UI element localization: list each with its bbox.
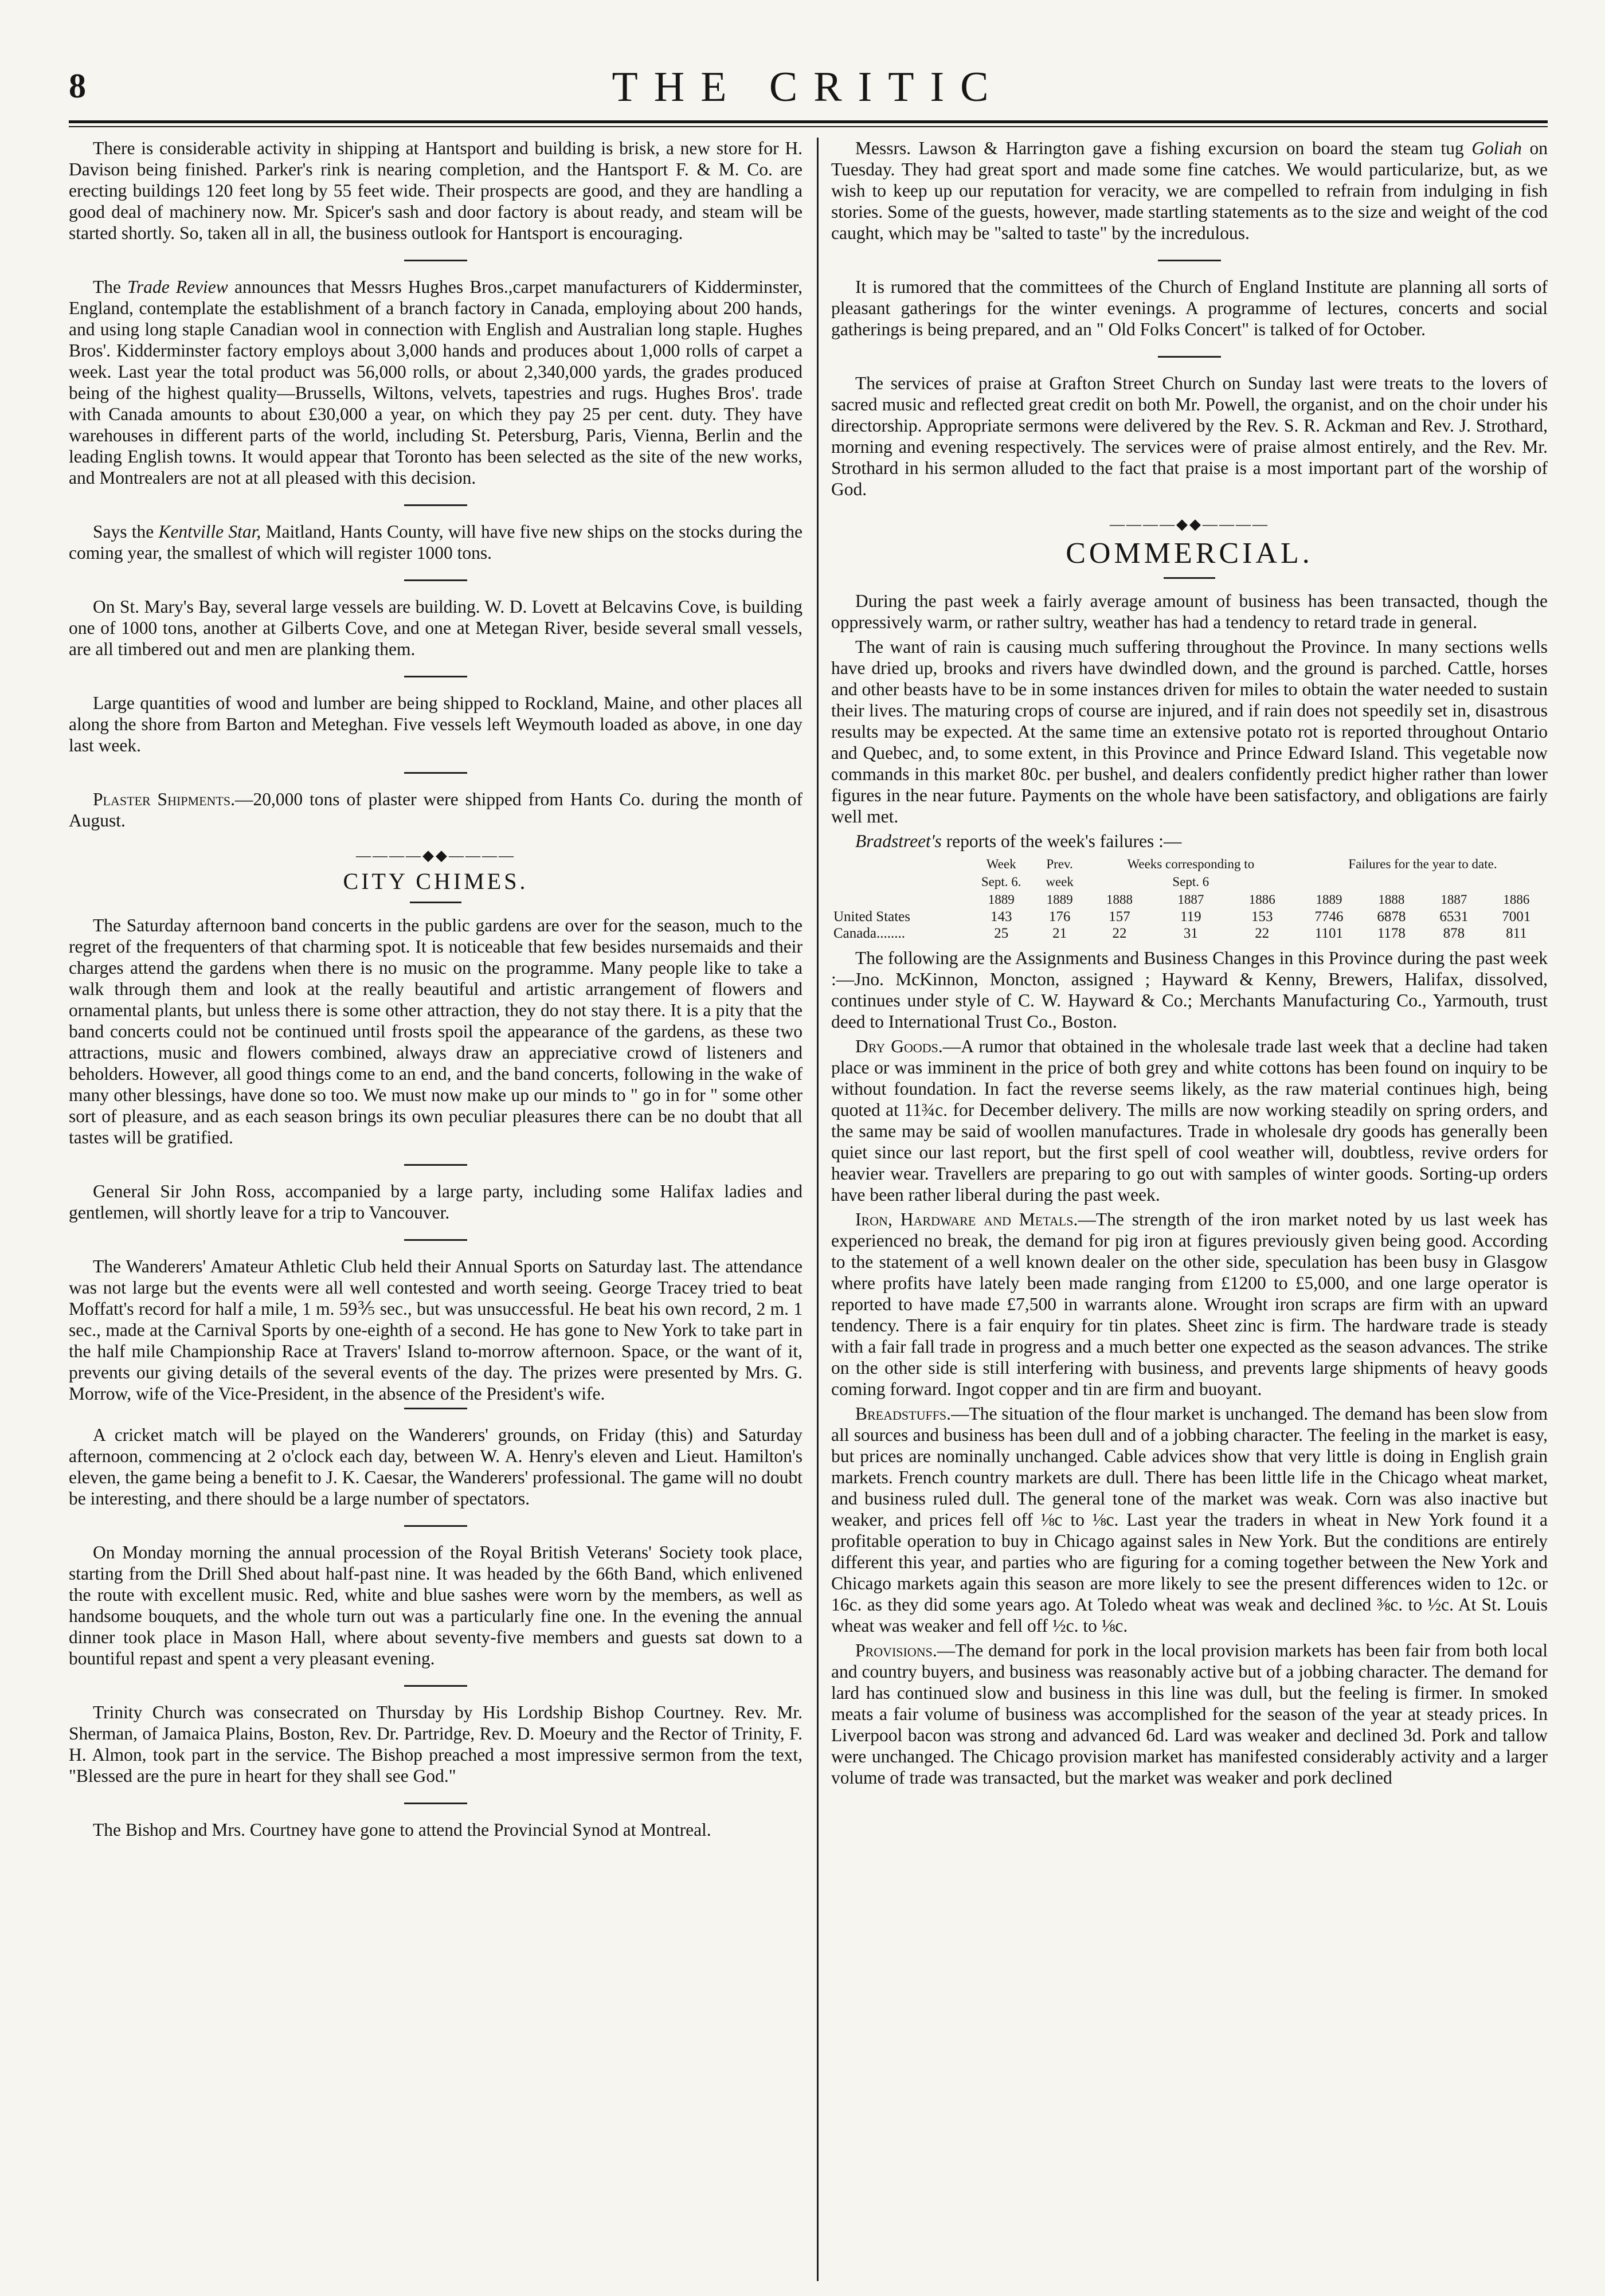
table-cell: 153 <box>1251 909 1273 924</box>
commercial-dry-goods <box>831 1036 1548 1205</box>
table-cell: 31 <box>1183 926 1198 941</box>
table-cell: 25 <box>994 926 1009 941</box>
ornament-rule: ————◆◆———— <box>356 847 515 864</box>
table-cell: 1178 <box>1377 926 1406 941</box>
run-in-heading: Provisions. <box>855 1640 937 1660</box>
table-cell: 811 <box>1506 926 1527 941</box>
table-cell: 157 <box>1109 909 1130 924</box>
separator-rule <box>404 1685 467 1687</box>
article-trinity-church: Trinity Church was consecrated on Thursday by His Lordship Bishop Courtney. Rev. Mr. Sherman, of Jamaica Plains, Boston, Rev. Dr. Partridge, Rev. D. Moeury and the Rector of Trinity, F. H. Almon, took part in the service. The Bishop preached a most impressive sermon from the text, "Blessed are the pure in heart for they shall see God." <box>69 1702 802 1786</box>
table-subheader-sept6-range: Sept. 6 <box>1172 875 1209 889</box>
table-year: 1889 <box>1046 892 1073 907</box>
article-bishop-synod: The Bishop and Mrs. Courtney have gone to attend the Provincial Synod at Montreal. <box>93 1820 711 1840</box>
page-number: 8 <box>69 67 86 105</box>
table-header-corresponding: Weeks corresponding to <box>1127 857 1255 871</box>
article-maitland <box>69 521 802 563</box>
separator-rule <box>404 1525 467 1527</box>
run-in-heading: Iron, Hardware and Metals. <box>855 1209 1078 1229</box>
table-cell: 22 <box>1255 926 1270 941</box>
table-subheader-sept6: Sept. 6. <box>981 875 1021 889</box>
column-divider <box>817 138 819 2281</box>
section-heading-commercial: COMMERCIAL. <box>1066 537 1313 570</box>
separator-rule <box>1158 356 1221 358</box>
text-run: Maitland, Hants County, will have five new ships on the stocks during the coming year, the smallest of which will register 1000 tons. <box>69 522 802 563</box>
ornament-rule: ————◆◆———— <box>1110 516 1269 532</box>
separator-rule <box>404 772 467 774</box>
publication-name: Bradstreet's <box>855 831 942 851</box>
separator-rule <box>404 676 467 677</box>
vessel-name: Goliah <box>1471 138 1522 158</box>
commercial-intro: During the past week a fairly average amount of business has been transacted, though the oppressively warm, or rather sultry, weather has had a tendency to retard trade in general. <box>831 591 1548 632</box>
table-row <box>831 925 1548 942</box>
commercial-assignments: The following are the Assignments and Business Changes in this Province during the past week :—Jno. McKinnon, Moncton, assigned ; Hayward & Kenny, Brewers, Halifax, dissolved, continues under style of C. W. Hayward & Co.; Merchants Manufacturing Co., Yarmouth, trust deed to International Trust Co., Boston. <box>831 948 1548 1032</box>
row-label: United States <box>833 909 911 924</box>
separator-rule <box>404 504 467 506</box>
page-header <box>69 63 1548 126</box>
failures-table <box>831 855 1548 942</box>
table-cell: 22 <box>1112 926 1127 941</box>
separator-rule <box>404 579 467 581</box>
table-header-blank <box>831 873 967 891</box>
table-year: 1888 <box>1378 892 1405 907</box>
masthead-title: THE CRITIC <box>612 64 1005 111</box>
table-years-row <box>831 891 1548 908</box>
right-column <box>831 138 1548 2281</box>
separator-rule <box>404 1164 467 1166</box>
table-cell: 878 <box>1443 926 1465 941</box>
text-run: Says the <box>93 522 159 542</box>
article-fishing-excursion <box>831 138 1548 244</box>
text-run: Messrs. Lawson & Harrington gave a fishing excursion on board the steam tug <box>855 138 1472 158</box>
table-year: 1888 <box>1106 892 1133 907</box>
run-in-heading: Dry Goods. <box>855 1036 943 1056</box>
header-rule-thin <box>69 126 1548 127</box>
separator-rule <box>404 1408 467 1409</box>
article-hantsport: There is considerable activity in shipping at Hantsport and building is brisk, a new store for H. Davison being finished. Parker's rink is nearing completion, and the Hantsport F. & M. Co. are erecting buildings 120 feet long by 55 feet wide. Their prospects are good, and they are handling a good deal of machinery now. Mr. Spicer's sash and door factory is about ready, and steam will be started shortly. So, taken all in all, the business outlook for Hantsport is encouraging. <box>69 138 802 243</box>
separator-rule <box>404 1239 467 1241</box>
table-year: 1886 <box>1248 892 1275 907</box>
article-st-marys-bay: On St. Mary's Bay, several large vessels are building. W. D. Lovett at Belcavins Cove, is building one of 1000 tons, another at Gilberts Cove, and one at Metegan River, beside several small vessels, are all timbered out and men are planking them. <box>69 597 802 659</box>
heading-underline <box>410 902 461 903</box>
table-header-blank <box>831 891 967 908</box>
table-cell: 143 <box>990 909 1012 924</box>
text-run: announces that Messrs Hughes Bros.,carpet manufacturers of Kidderminster, England, contemplate the establishment of a branch factory in Canada, employing about 200 hands, and using long staple Canadian wool in connection with English and Australian long staple. Hughes Bros'. Kidderminster factory employs about 3,000 hands and produces about 1,000 rolls of carpet a week. Last year the total product was 56,000 rolls, or about 2,340,000 yards, the grades produced being of the highest quality—Brussells, Wiltons, velvets, tapestries and rugs. Hughes Bros'. trade with Canada amounts to about £30,000 a year, on which they pay 25 per cent. duty. They have warehouses in different parts of the world, including St. Petersburg, Paris, Vienna, Berlin and the leading English towns. It would appear that Toronto has been selected as the site of the new works, and Montrealers are not at all pleased with this decision. <box>69 277 802 488</box>
table-header-row <box>831 855 1548 873</box>
table-header-prev: Prev. <box>1046 857 1073 871</box>
commercial-provisions <box>831 1640 1548 1788</box>
text-run: reports of the week's failures :— <box>941 831 1182 851</box>
commercial-iron-hardware <box>831 1209 1548 1400</box>
table-cell: 6878 <box>1377 909 1406 924</box>
commercial-breadstuffs <box>831 1403 1548 1636</box>
text-run: —The demand for pork in the local provision markets has been fair from both local and country buyers, and business was reasonably active but of a jobbing character. The demand for lard has continued slow and business in this line was dull, but the feeling is firmer. In smoked meats a fair volume of business was accomplished for the season of the year at steady prices. In Liverpool bacon was strong and advanced 6d. Lard was weaker and declined 3d. Pork and tallow were unchanged. The Chicago provision market has manifested considerably activity and a larger volume of trade was transacted, but the market was weaker and pork declined <box>831 1640 1548 1788</box>
table-year: 1887 <box>1440 892 1467 907</box>
separator-rule <box>1158 260 1221 261</box>
text-run: —20,000 tons of plaster were shipped from Hants Co. during the month of August. <box>69 789 802 830</box>
table-header-blank <box>831 855 967 873</box>
table-cell: 176 <box>1048 909 1071 924</box>
publication-name: Trade Review <box>127 277 228 297</box>
article-plaster <box>69 789 802 831</box>
table-subheader-row <box>831 873 1548 891</box>
separator-rule <box>404 260 467 261</box>
table-cell: 119 <box>1180 909 1201 924</box>
header-rule <box>69 120 1548 123</box>
article-grafton-street: The services of praise at Grafton Street Church on Sunday last were treats to the lovers of sacred music and reflected great credit on both Mr. Powell, the organist, and on the choir under his directorship. Appropriate sermons were delivered by the Rev. S. R. Ackman and Rev. J. Strothard, morning and evening respectively. The services were of praise almost entirely, and the Rev. Mr. Strothard in his sermon alluded to the fact that praise is a most important part of the worship of God. <box>831 373 1548 499</box>
article-hughes-bros <box>69 276 802 488</box>
article-sir-john-ross: General Sir John Ross, accompanied by a large party, including some Halifax ladies and gentlemen, will shortly leave for a trip to Vancouver. <box>69 1181 802 1223</box>
article-wanderers-sports: The Wanderers' Amateur Athletic Club held their Annual Sports on Saturday last. The attendance was not large but the events were all well contested and worth seeing. George Tracey tried to beat Moffatt's record for half a mile, 1 m. 59⅗ sec., but was unsuccessful. He beat his own record, 2 m. 1 sec., made at the Carnival Sports by one-eighth of a second. He has gone to New York to take part in the half mile Championship Race at Travers' Island to-morrow afternoon. Space, or the want of it, prevents our giving details of the several events of the day. The prizes were presented by Mrs. G. Morrow, wife of the Vice-President, in the absence of the President's wife. <box>69 1256 802 1404</box>
text-run: The <box>93 277 128 297</box>
table-cell: 21 <box>1052 926 1067 941</box>
article-veterans-procession: On Monday morning the annual procession of the Royal British Veterans' Society took place, starting from the Drill Shed about half-past nine. It was headed by the 66th Band, which enlivened the route with excellent music. Red, white and blue sashes were worn by the members, as well as handsome bouquets, and the whole turn out was a particularly fine one. In the evening the annual dinner took place in Mason Hall, where about seventy-five members and guests sat down to a bountiful repast and spent a very pleasant evening. <box>69 1542 802 1668</box>
article-band-concerts: The Saturday afternoon band concerts in the public gardens are over for the season, much to the regret of the frequenters of that charming spot. It is noticeable that few besides nursemaids and their charges attend the gardens when there is no music on the programme. Many people like to take a walk through them and look at the really beautiful and artistic arrangement of flowers and ornamental plants, but unless there is some other attraction, they do not stay there. It is a pity that the band concerts could not be continued until frosts spoil the appearance of the gardens, as these two attractions, music and flowers combined, always draw an appreciative crowd of listeners and beholders. However, all good things come to an end, and the band concerts, following in the wake of many other blessings, have done so too. We must now make up our minds to " go in for " some other sort of pleasure, and as each season brings its own peculiar pleasures there can be no doubt that all tastes will be gratified. <box>69 915 802 1147</box>
table-header-blank <box>1298 873 1548 891</box>
run-in-heading: Plaster Shipments. <box>93 789 235 809</box>
table-header-year-to-date: Failures for the year to date. <box>1348 857 1497 871</box>
article-church-institute: It is rumored that the committees of the Church of England Institute are planning all sorts of pleasant gatherings for the winter evenings. A programme of lectures, concerts and social gatherings is being prepared, and an " Old Folks Concert" is talked of for October. <box>831 277 1548 339</box>
commercial-drought: The want of rain is causing much suffering throughout the Province. In many sections wells have dried up, brooks and rivers have dwindled down, and the ground is parched. Cattle, horses and other beasts have to be in some instances driven for miles to obtain the water needed to sustain their lives. The maturing crops of course are injured, and if rain does not speedily set in, disastrous results may be expected. At the same time an extensive potato rot is reported throughout Ontario and Quebec, and, to some extent, in this Province and Prince Edward Island. This vegetable now commands in this market 80c. per bushel, and dealers confidently predict higher rather than lower figures in the near future. Payments on the whole have been satisfactory, and obligations are fairly well met. <box>831 637 1548 826</box>
publication-name: Kentville Star, <box>158 522 261 542</box>
section-heading-city-chimes: CITY CHIMES. <box>343 868 529 894</box>
text-run: on Tuesday. They had great sport and made some fine catches. We would particularize, but, as we wish to keep up our reputation for veracity, we are compelled to refrain from indulging in fish stories. Some of the guests, however, made startling statements as to the size and weight of the cod caught, which may be "salted to taste" by the incredulous. <box>831 138 1548 243</box>
heading-underline <box>1164 577 1215 579</box>
table-year: 1887 <box>1177 892 1204 907</box>
text-run: —The strength of the iron market noted by us last week has experienced no break, the demand for pig iron at figures previously given being good. According to the statement of a well known dealer on the other side, speculation has been busy in Glasgow where profits have lately been made ranging from £1200 to £5,000, and one large operator is reported to have made £7,500 in warrants alone. Wrought iron scraps are firm with an upward tendency. There is a fair enquiry for tin plates. Sheet zinc is firm. The hardware trade is steady with a fair fall trade in progress and a much better one expected as the season advances. The strike on the other side is still interfering with business, and prevents large shipments of heavy goods coming forward. Ingot copper and tin are firm and buoyant. <box>831 1209 1548 1399</box>
table-cell: 6531 <box>1439 909 1469 924</box>
table-cell: 1101 <box>1314 926 1343 941</box>
table-year: 1889 <box>1316 892 1342 907</box>
article-cricket-match: A cricket match will be played on the Wanderers' grounds, on Friday (this) and Saturday afternoon, commencing at 2 o'clock each day, between W. A. Henry's eleven and Lieut. Hamilton's eleven, the game being a benefit to J. K. Caesar, the Wanderers' professional. The game will no doubt be interesting, and there should be a large number of spectators. <box>69 1425 802 1509</box>
table-cell: 7001 <box>1502 909 1531 924</box>
table-header-week: Week <box>986 857 1016 871</box>
separator-rule <box>404 1803 467 1804</box>
table-cell: 7746 <box>1314 909 1344 924</box>
left-column <box>69 138 802 2281</box>
text-run: —A rumor that obtained in the wholesale trade last week that a decline had taken place or was imminent in the price of both grey and white cottons has been found on inquiry to be without foundation. In fact the reverse seems likely, as the raw material continues high, being quoted at 11¾c. for December delivery. The mills are now working steadily on spring orders, and the same may be said of woollen manufactures. Trade in wholesale dry goods has generally been quiet since our last report, but the first spell of cool weather will, doubtless, revive orders for heavier wear. Travellers are preparing to go out with samples of winter goods. Sorting-up orders have been rather liberal during the past week. <box>831 1036 1548 1205</box>
table-year: 1886 <box>1503 892 1530 907</box>
bradstreets-intro <box>831 830 1548 852</box>
run-in-heading: Breadstuffs. <box>855 1404 952 1424</box>
text-run: —The situation of the flour market is unchanged. The demand has been slow from all sources and business has been dull and of a jobbing character. The feeling in the market is easy, but prices are nominally unchanged. Cable advices show that very little is doing in English grain markets. French country markets are dull. There has been little life in the Chicago wheat market, and business ruled dull. The general tone of the market was weak. Corn was also inactive but weaker, and prices fell off ⅛c to ⅛c. Last year the traders in wheat in New York found it a profitable operation to buy in Chicago against sales in New York. But the conditions are entirely different this year, and parties who are figuring for a coming together between the New York and Chicago markets again this season are more likely to see the present differences widen to 12c. or 16c. as they did some years ago. At Toledo wheat was weak and declined ⅜c. to ½c. At St. Louis wheat was weaker and fell off ½c. to ⅛c. <box>831 1404 1548 1636</box>
article-lumber: Large quantities of wood and lumber are being shipped to Rockland, Maine, and other places all along the shore from Barton and Meteghan. Five vessels left Weymouth loaded as above, in one day last week. <box>69 693 802 755</box>
table-year: 1889 <box>988 892 1015 907</box>
table-subheader-week: week <box>1046 875 1074 889</box>
row-label: Canada........ <box>833 926 905 941</box>
table-row <box>831 908 1548 925</box>
